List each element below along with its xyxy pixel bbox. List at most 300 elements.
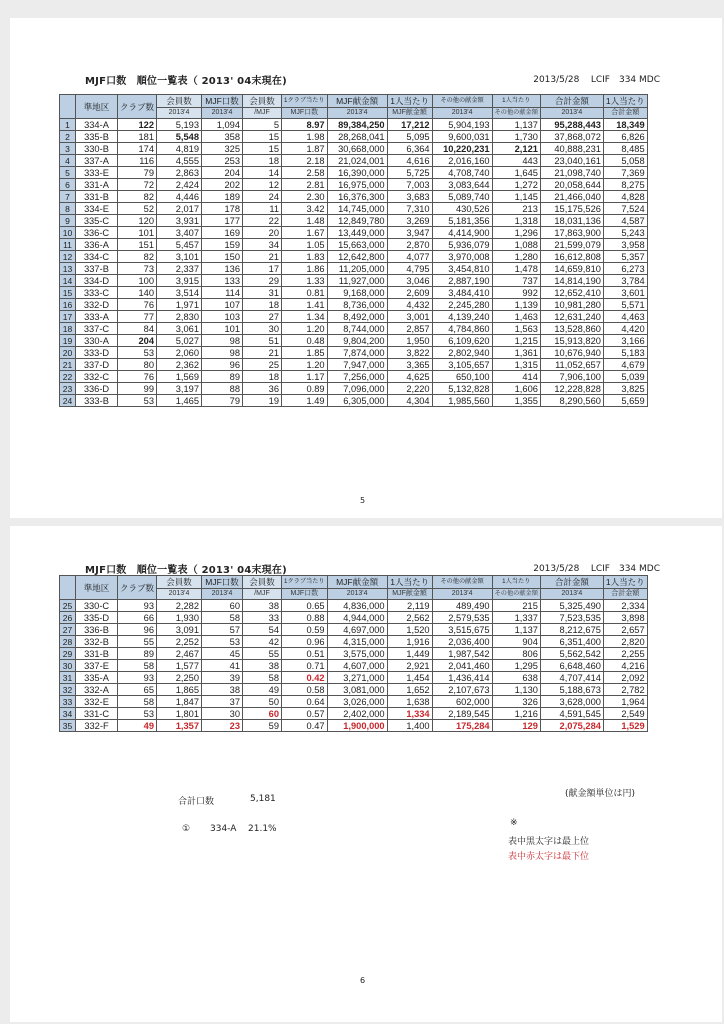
table-row bbox=[60, 395, 648, 407]
top-district: 334-A bbox=[210, 824, 237, 834]
district-cell: 331-C bbox=[76, 708, 118, 720]
data-cell: 0.42 bbox=[282, 672, 328, 684]
data-cell: 14,745,000 bbox=[327, 203, 387, 215]
rank-number: 33 bbox=[60, 696, 76, 708]
data-cell: 16,975,000 bbox=[327, 179, 387, 191]
data-cell: 1,361 bbox=[492, 347, 540, 359]
data-cell: 1,463 bbox=[492, 311, 540, 323]
column-subheader: 2013'4 bbox=[202, 589, 243, 600]
district-cell: 336-D bbox=[76, 383, 118, 395]
table-row bbox=[60, 347, 648, 359]
data-cell: 3,197 bbox=[157, 383, 202, 395]
data-cell: 2,424 bbox=[157, 179, 202, 191]
data-cell: 58 bbox=[243, 672, 282, 684]
rank-number: 13 bbox=[60, 263, 76, 275]
data-cell: 5,659 bbox=[603, 395, 647, 407]
data-cell: 53 bbox=[118, 708, 157, 720]
data-cell: 60 bbox=[202, 600, 243, 612]
data-cell: 5 bbox=[243, 119, 282, 131]
data-cell: 21 bbox=[243, 251, 282, 263]
table-row bbox=[60, 239, 648, 251]
rank-number: 18 bbox=[60, 323, 76, 335]
district-cell: 330-C bbox=[76, 600, 118, 612]
data-cell: 0.48 bbox=[282, 335, 328, 347]
data-cell: 5,039 bbox=[603, 371, 647, 383]
data-cell: 6,364 bbox=[387, 143, 432, 155]
data-cell: 1,334 bbox=[387, 708, 432, 720]
data-cell: 1.05 bbox=[282, 239, 328, 251]
data-cell: 29 bbox=[243, 275, 282, 287]
table-row bbox=[60, 131, 648, 143]
rank-number: 31 bbox=[60, 672, 76, 684]
data-cell: 6,648,460 bbox=[540, 660, 603, 672]
data-cell: 72 bbox=[118, 179, 157, 191]
data-cell: 1,139 bbox=[492, 299, 540, 311]
data-cell: 7,369 bbox=[603, 167, 647, 179]
district-cell: 333-A bbox=[76, 311, 118, 323]
data-cell: 3,784 bbox=[603, 275, 647, 287]
data-cell: 33 bbox=[243, 612, 282, 624]
table-row bbox=[60, 227, 648, 239]
data-cell: 114 bbox=[202, 287, 243, 299]
data-cell: 1.67 bbox=[282, 227, 328, 239]
table-row bbox=[60, 287, 648, 299]
data-cell: 11,205,000 bbox=[327, 263, 387, 275]
data-cell: 325 bbox=[202, 143, 243, 155]
data-cell: 12,849,780 bbox=[327, 215, 387, 227]
district-cell: 333-B bbox=[76, 395, 118, 407]
data-cell: 3,001 bbox=[387, 311, 432, 323]
data-cell: 5,562,542 bbox=[540, 648, 603, 660]
rank-number: 8 bbox=[60, 203, 76, 215]
table-row bbox=[60, 191, 648, 203]
rank-number: 16 bbox=[60, 299, 76, 311]
data-cell: 5,243 bbox=[603, 227, 647, 239]
data-cell: 82 bbox=[118, 251, 157, 263]
data-cell: 1,987,542 bbox=[432, 648, 492, 660]
data-cell: 1,606 bbox=[492, 383, 540, 395]
header-row bbox=[60, 576, 648, 589]
district-cell: 335-D bbox=[76, 612, 118, 624]
data-cell: 1,964 bbox=[603, 696, 647, 708]
data-cell: 7,906,100 bbox=[540, 371, 603, 383]
rank-number: 15 bbox=[60, 287, 76, 299]
district-cell: 332-E bbox=[76, 696, 118, 708]
data-cell: 2.30 bbox=[282, 191, 328, 203]
data-cell: 2,017 bbox=[157, 203, 202, 215]
data-cell: 3,683 bbox=[387, 191, 432, 203]
data-cell: 1,355 bbox=[492, 395, 540, 407]
data-cell: 79 bbox=[118, 167, 157, 179]
data-cell: 53 bbox=[118, 395, 157, 407]
data-cell: 66 bbox=[118, 612, 157, 624]
data-cell: 992 bbox=[492, 287, 540, 299]
data-cell: 2,657 bbox=[603, 624, 647, 636]
column-header: 準地区 bbox=[76, 95, 118, 119]
data-cell: 58 bbox=[202, 612, 243, 624]
data-cell: 4,446 bbox=[157, 191, 202, 203]
data-cell: 3,365 bbox=[387, 359, 432, 371]
data-cell: 8,275 bbox=[603, 179, 647, 191]
data-cell: 5,095 bbox=[387, 131, 432, 143]
data-cell: 4,697,000 bbox=[327, 624, 387, 636]
column-subheader: 2013'4 bbox=[540, 589, 603, 600]
data-cell: 30 bbox=[202, 708, 243, 720]
data-cell: 2,250 bbox=[157, 672, 202, 684]
table-row bbox=[60, 275, 648, 287]
data-cell: 5,193 bbox=[157, 119, 202, 131]
data-cell: 3,026,000 bbox=[327, 696, 387, 708]
data-cell: 1.20 bbox=[282, 323, 328, 335]
data-cell: 28,268,041 bbox=[327, 131, 387, 143]
data-cell: 1,130 bbox=[492, 684, 540, 696]
data-cell: 202 bbox=[202, 179, 243, 191]
rank-number: 32 bbox=[60, 684, 76, 696]
data-cell: 36 bbox=[243, 383, 282, 395]
district-cell: 332-D bbox=[76, 299, 118, 311]
data-cell: 82 bbox=[118, 191, 157, 203]
data-cell: 24 bbox=[243, 191, 282, 203]
data-cell: 358 bbox=[202, 131, 243, 143]
data-cell: 16,612,808 bbox=[540, 251, 603, 263]
column-subheader: 2013'4 bbox=[432, 589, 492, 600]
column-header: 合計金額 bbox=[540, 576, 603, 589]
data-cell: 38 bbox=[243, 600, 282, 612]
table-row bbox=[60, 263, 648, 275]
data-cell: 181 bbox=[118, 131, 157, 143]
rank-number: 30 bbox=[60, 660, 76, 672]
data-cell: 12 bbox=[243, 179, 282, 191]
data-cell: 55 bbox=[118, 636, 157, 648]
data-cell: 2,036,400 bbox=[432, 636, 492, 648]
data-cell: 30,668,000 bbox=[327, 143, 387, 155]
data-cell: 89 bbox=[118, 648, 157, 660]
data-cell: 215 bbox=[492, 600, 540, 612]
data-cell: 737 bbox=[492, 275, 540, 287]
data-cell: 2,609 bbox=[387, 287, 432, 299]
data-cell: 3,970,008 bbox=[432, 251, 492, 263]
data-cell: 15,663,000 bbox=[327, 239, 387, 251]
data-cell: 904 bbox=[492, 636, 540, 648]
data-cell: 1,296 bbox=[492, 227, 540, 239]
data-cell: 175,284 bbox=[432, 720, 492, 732]
data-cell: 1,529 bbox=[603, 720, 647, 732]
data-cell: 3,269 bbox=[387, 215, 432, 227]
data-cell: 3,091 bbox=[157, 624, 202, 636]
rank-number: 2 bbox=[60, 131, 76, 143]
data-cell: 4,944,000 bbox=[327, 612, 387, 624]
data-cell: 4,555 bbox=[157, 155, 202, 167]
data-cell: 2,857 bbox=[387, 323, 432, 335]
table-row bbox=[60, 612, 648, 624]
data-cell: 2.58 bbox=[282, 167, 328, 179]
data-cell: 18 bbox=[243, 299, 282, 311]
data-cell: 88 bbox=[202, 383, 243, 395]
unit-note: (献金額単位は円) bbox=[565, 789, 636, 799]
table-row bbox=[60, 600, 648, 612]
ranking-table bbox=[59, 94, 648, 407]
data-cell: 1.83 bbox=[282, 251, 328, 263]
rank-number: 34 bbox=[60, 708, 76, 720]
data-cell: 18,349 bbox=[603, 119, 647, 131]
data-cell: 14,814,190 bbox=[540, 275, 603, 287]
data-cell: 1,295 bbox=[492, 660, 540, 672]
data-cell: 17 bbox=[243, 263, 282, 275]
data-cell: 18 bbox=[243, 155, 282, 167]
data-cell: 4,077 bbox=[387, 251, 432, 263]
data-cell: 3,271,000 bbox=[327, 672, 387, 684]
data-cell: 4,315,000 bbox=[327, 636, 387, 648]
district-cell: 332-C bbox=[76, 371, 118, 383]
data-cell: 120 bbox=[118, 215, 157, 227]
data-cell: 3,454,810 bbox=[432, 263, 492, 275]
data-cell: 6,109,620 bbox=[432, 335, 492, 347]
data-cell: 58 bbox=[118, 660, 157, 672]
column-header: MJF献金額 bbox=[327, 576, 387, 589]
data-cell: 84 bbox=[118, 323, 157, 335]
district-cell: 335-B bbox=[76, 131, 118, 143]
note-black-bold: 表中黒太字は最上位 bbox=[508, 837, 590, 847]
column-header: MJF口数 bbox=[202, 576, 243, 589]
data-cell: 4,587 bbox=[603, 215, 647, 227]
column-header: 1人当たり bbox=[387, 576, 432, 589]
data-cell: 7,256,000 bbox=[327, 371, 387, 383]
data-cell: 3,898 bbox=[603, 612, 647, 624]
data-cell: 3,947 bbox=[387, 227, 432, 239]
data-cell: 1.86 bbox=[282, 263, 328, 275]
data-cell: 1,569 bbox=[157, 371, 202, 383]
district-cell: 331-A bbox=[76, 179, 118, 191]
report-date: 2013/5/28 bbox=[533, 564, 580, 574]
data-cell: 52 bbox=[118, 203, 157, 215]
table-row bbox=[60, 335, 648, 347]
data-cell: 2,252 bbox=[157, 636, 202, 648]
column-header: クラブ数 bbox=[118, 95, 157, 119]
column-header: 準地区 bbox=[76, 576, 118, 600]
data-cell: 5,457 bbox=[157, 239, 202, 251]
column-subheader: 2013'4 bbox=[157, 108, 202, 119]
data-cell: 4,795 bbox=[387, 263, 432, 275]
table-row bbox=[60, 660, 648, 672]
data-cell: 151 bbox=[118, 239, 157, 251]
data-cell: 8,290,560 bbox=[540, 395, 603, 407]
data-cell: 1,652 bbox=[387, 684, 432, 696]
rank-number: 4 bbox=[60, 155, 76, 167]
data-cell: 5,132,828 bbox=[432, 383, 492, 395]
data-cell: 4,463 bbox=[603, 311, 647, 323]
data-cell: 0.57 bbox=[282, 708, 328, 720]
data-cell: 51 bbox=[243, 335, 282, 347]
district-cell: 334-D bbox=[76, 275, 118, 287]
data-cell: 1,730 bbox=[492, 131, 540, 143]
data-cell: 4,616 bbox=[387, 155, 432, 167]
data-cell: 3,407 bbox=[157, 227, 202, 239]
data-cell: 2,820 bbox=[603, 636, 647, 648]
data-cell: 7,523,535 bbox=[540, 612, 603, 624]
table-row bbox=[60, 672, 648, 684]
data-cell: 21,466,040 bbox=[540, 191, 603, 203]
district-cell: 335-C bbox=[76, 215, 118, 227]
table-row bbox=[60, 624, 648, 636]
data-cell: 1,454 bbox=[387, 672, 432, 684]
column-subheader: 2013'4 bbox=[327, 108, 387, 119]
data-cell: 99 bbox=[118, 383, 157, 395]
rank-number: 3 bbox=[60, 143, 76, 155]
data-cell: 38 bbox=[202, 684, 243, 696]
data-cell: 1,900,000 bbox=[327, 720, 387, 732]
data-cell: 11,927,000 bbox=[327, 275, 387, 287]
table-row bbox=[60, 684, 648, 696]
table-row bbox=[60, 311, 648, 323]
note-mark: ※ bbox=[510, 818, 518, 828]
data-cell: 0.64 bbox=[282, 696, 328, 708]
data-cell: 3,628,000 bbox=[540, 696, 603, 708]
data-cell: 1,465 bbox=[157, 395, 202, 407]
data-cell: 3,822 bbox=[387, 347, 432, 359]
table-row bbox=[60, 215, 648, 227]
data-cell: 116 bbox=[118, 155, 157, 167]
data-cell: 3,105,657 bbox=[432, 359, 492, 371]
rank-number: 35 bbox=[60, 720, 76, 732]
data-cell: 169 bbox=[202, 227, 243, 239]
data-cell: 5,058 bbox=[603, 155, 647, 167]
data-cell: 18 bbox=[243, 371, 282, 383]
data-cell: 2,562 bbox=[387, 612, 432, 624]
column-subheader: 2013'4 bbox=[202, 108, 243, 119]
data-cell: 50 bbox=[243, 696, 282, 708]
data-cell: 1,137 bbox=[492, 119, 540, 131]
data-cell: 3,575,000 bbox=[327, 648, 387, 660]
column-header: 会員数 bbox=[157, 95, 202, 108]
data-cell: 77 bbox=[118, 311, 157, 323]
column-subheader: 合計金額 bbox=[603, 589, 647, 600]
data-cell: 4,591,545 bbox=[540, 708, 603, 720]
data-cell: 12,652,410 bbox=[540, 287, 603, 299]
data-cell: 1,449 bbox=[387, 648, 432, 660]
data-cell: 8,744,000 bbox=[327, 323, 387, 335]
data-cell: 3,825 bbox=[603, 383, 647, 395]
data-cell: 1,916 bbox=[387, 636, 432, 648]
data-cell: 1,280 bbox=[492, 251, 540, 263]
data-cell: 1,215 bbox=[492, 335, 540, 347]
data-cell: 5,571 bbox=[603, 299, 647, 311]
data-cell: 107 bbox=[202, 299, 243, 311]
district-cell: 332-B bbox=[76, 636, 118, 648]
data-cell: 2,870 bbox=[387, 239, 432, 251]
district-cell: 337-C bbox=[76, 323, 118, 335]
rank-number: 23 bbox=[60, 383, 76, 395]
data-cell: 1,216 bbox=[492, 708, 540, 720]
data-cell: 122 bbox=[118, 119, 157, 131]
data-cell: 93 bbox=[118, 672, 157, 684]
data-cell: 3,046 bbox=[387, 275, 432, 287]
rank-number: 20 bbox=[60, 347, 76, 359]
data-cell: 4,708,740 bbox=[432, 167, 492, 179]
data-cell: 6,273 bbox=[603, 263, 647, 275]
data-cell: 2.18 bbox=[282, 155, 328, 167]
data-cell: 14,659,810 bbox=[540, 263, 603, 275]
column-header: 1人当たり bbox=[603, 576, 647, 589]
data-cell: 57 bbox=[202, 624, 243, 636]
data-cell: 1,318 bbox=[492, 215, 540, 227]
data-cell: 443 bbox=[492, 155, 540, 167]
data-cell: 6,351,400 bbox=[540, 636, 603, 648]
district-cell: 330-A bbox=[76, 335, 118, 347]
column-header: 1クラブ当たり bbox=[282, 576, 328, 589]
district-cell: 331-B bbox=[76, 191, 118, 203]
column-header: 合計金額 bbox=[540, 95, 603, 108]
table-row bbox=[60, 636, 648, 648]
data-cell: 5,325,490 bbox=[540, 600, 603, 612]
data-cell: 2,189,545 bbox=[432, 708, 492, 720]
data-cell: 22 bbox=[243, 215, 282, 227]
data-cell: 1,563 bbox=[492, 323, 540, 335]
column-subheader: MJF献金額 bbox=[387, 108, 432, 119]
table-row bbox=[60, 203, 648, 215]
data-cell: 3,931 bbox=[157, 215, 202, 227]
data-cell: 3,958 bbox=[603, 239, 647, 251]
data-cell: 159 bbox=[202, 239, 243, 251]
data-cell: 2,402,000 bbox=[327, 708, 387, 720]
data-cell: 3,915 bbox=[157, 275, 202, 287]
table-row bbox=[60, 119, 648, 131]
column-subheader: MJF口数 bbox=[282, 108, 328, 119]
district-cell: 330-B bbox=[76, 143, 118, 155]
data-cell: 17,863,900 bbox=[540, 227, 603, 239]
data-cell: 2,016,160 bbox=[432, 155, 492, 167]
district-cell: 337-E bbox=[76, 660, 118, 672]
data-cell: 1.17 bbox=[282, 371, 328, 383]
column-header: 1人当たり bbox=[492, 95, 540, 108]
data-cell: 638 bbox=[492, 672, 540, 684]
data-cell: 1,645 bbox=[492, 167, 540, 179]
district-cell: 332-A bbox=[76, 684, 118, 696]
data-cell: 1,577 bbox=[157, 660, 202, 672]
data-cell: 1,865 bbox=[157, 684, 202, 696]
column-subheader: 2013'4 bbox=[157, 589, 202, 600]
data-cell: 7,310 bbox=[387, 203, 432, 215]
data-cell: 8,212,675 bbox=[540, 624, 603, 636]
data-cell: 3,081,000 bbox=[327, 684, 387, 696]
data-cell: 25 bbox=[243, 359, 282, 371]
data-cell: 4,304 bbox=[387, 395, 432, 407]
district-cell: 331-B bbox=[76, 648, 118, 660]
district-cell: 335-A bbox=[76, 672, 118, 684]
data-cell: 21,599,079 bbox=[540, 239, 603, 251]
data-cell: 96 bbox=[118, 624, 157, 636]
column-subheader: 合計金額 bbox=[603, 108, 647, 119]
table-row bbox=[60, 648, 648, 660]
column-header: 会員数 bbox=[243, 95, 282, 108]
data-cell: 55 bbox=[243, 648, 282, 660]
total-label: 合計口数 bbox=[178, 797, 215, 807]
data-cell: 4,216 bbox=[603, 660, 647, 672]
data-cell: 6,826 bbox=[603, 131, 647, 143]
table-row bbox=[60, 720, 648, 732]
rank-number: 28 bbox=[60, 636, 76, 648]
data-cell: 178 bbox=[202, 203, 243, 215]
rank-number: 10 bbox=[60, 227, 76, 239]
district-cell: 334-A bbox=[76, 119, 118, 131]
data-cell: 9,168,000 bbox=[327, 287, 387, 299]
data-cell: 1,478 bbox=[492, 263, 540, 275]
rank-number: 11 bbox=[60, 239, 76, 251]
data-cell: 6,305,000 bbox=[327, 395, 387, 407]
data-cell: 326 bbox=[492, 696, 540, 708]
data-cell: 1,520 bbox=[387, 624, 432, 636]
data-cell: 1,436,414 bbox=[432, 672, 492, 684]
data-cell: 4,707,414 bbox=[540, 672, 603, 684]
